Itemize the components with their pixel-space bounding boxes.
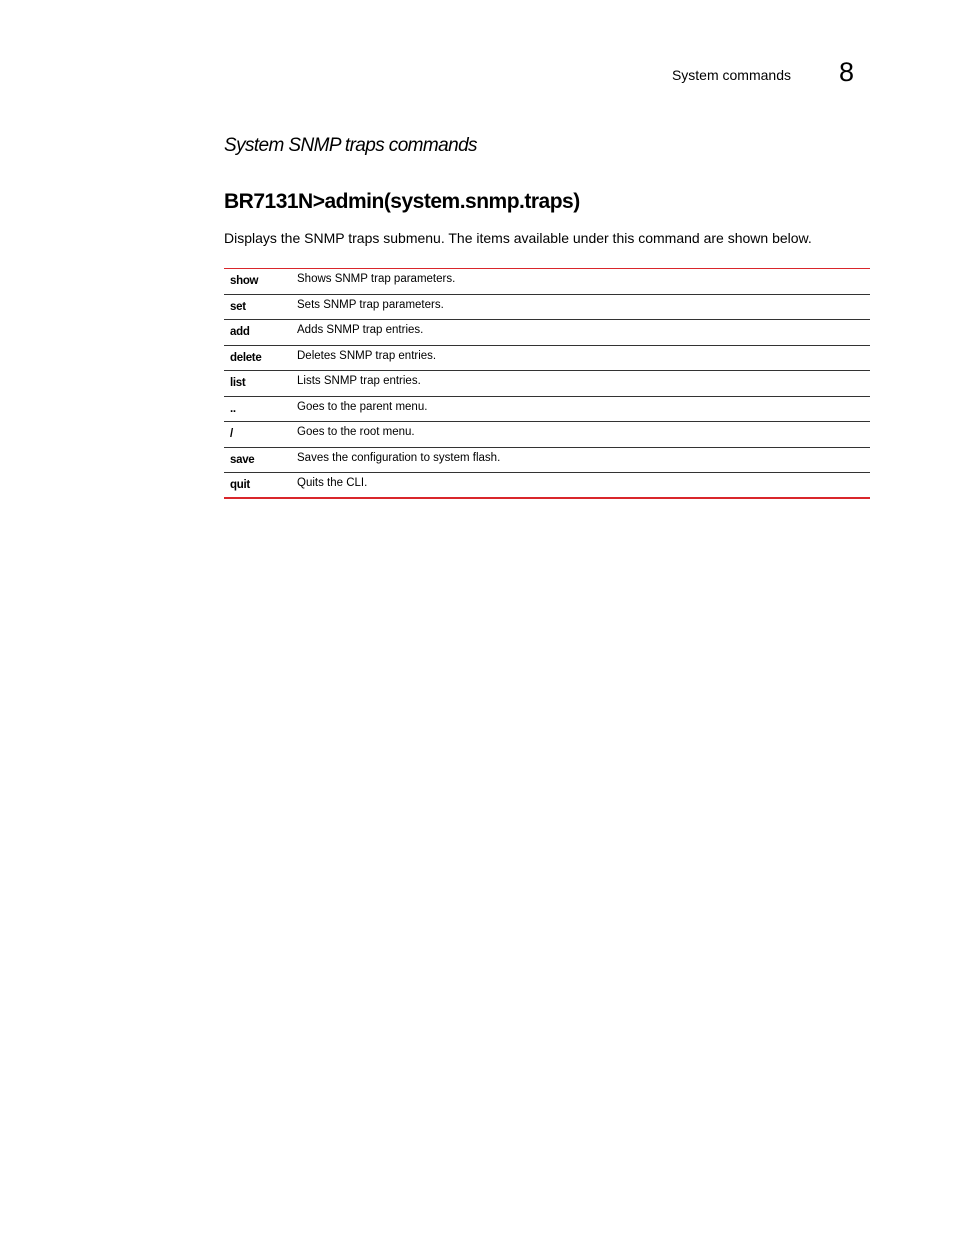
command-description: Quits the CLI. <box>291 473 870 499</box>
command-name: delete <box>224 345 291 371</box>
command-name: set <box>224 294 291 320</box>
running-header <box>0 58 954 94</box>
command-description: Goes to the parent menu. <box>291 396 870 422</box>
command-description: Adds SNMP trap entries. <box>291 320 870 346</box>
table-row <box>224 371 870 397</box>
command-description: Deletes SNMP trap entries. <box>291 345 870 371</box>
command-name: list <box>224 371 291 397</box>
command-description: Goes to the root menu. <box>291 422 870 448</box>
table-row <box>224 396 870 422</box>
table-row <box>224 294 870 320</box>
table-row <box>224 473 870 499</box>
command-name: save <box>224 447 291 473</box>
command-table <box>224 268 870 499</box>
command-title: BR7131N>admin(system.snmp.traps) <box>224 190 580 213</box>
command-description: Shows SNMP trap parameters. <box>297 273 456 285</box>
section-title: System SNMP traps commands <box>224 135 477 156</box>
table-row <box>224 447 870 473</box>
command-description: Sets SNMP trap parameters. <box>291 294 870 320</box>
command-description: Lists SNMP trap entries. <box>291 371 870 397</box>
table-row <box>224 320 870 346</box>
header-chapter-number: 8 <box>839 57 855 87</box>
table-row <box>224 345 870 371</box>
table-row <box>224 269 870 295</box>
command-name: show <box>230 275 259 287</box>
command-description: Saves the configuration to system flash. <box>291 447 870 473</box>
command-name: / <box>224 422 291 448</box>
command-name: add <box>224 320 291 346</box>
table-row <box>224 422 870 448</box>
header-section-name: System commands <box>671 67 791 83</box>
command-name: .. <box>224 396 291 422</box>
command-name: quit <box>224 473 291 499</box>
intro-paragraph: Displays the SNMP traps submenu. The items available under this command are shown below. <box>224 230 812 246</box>
